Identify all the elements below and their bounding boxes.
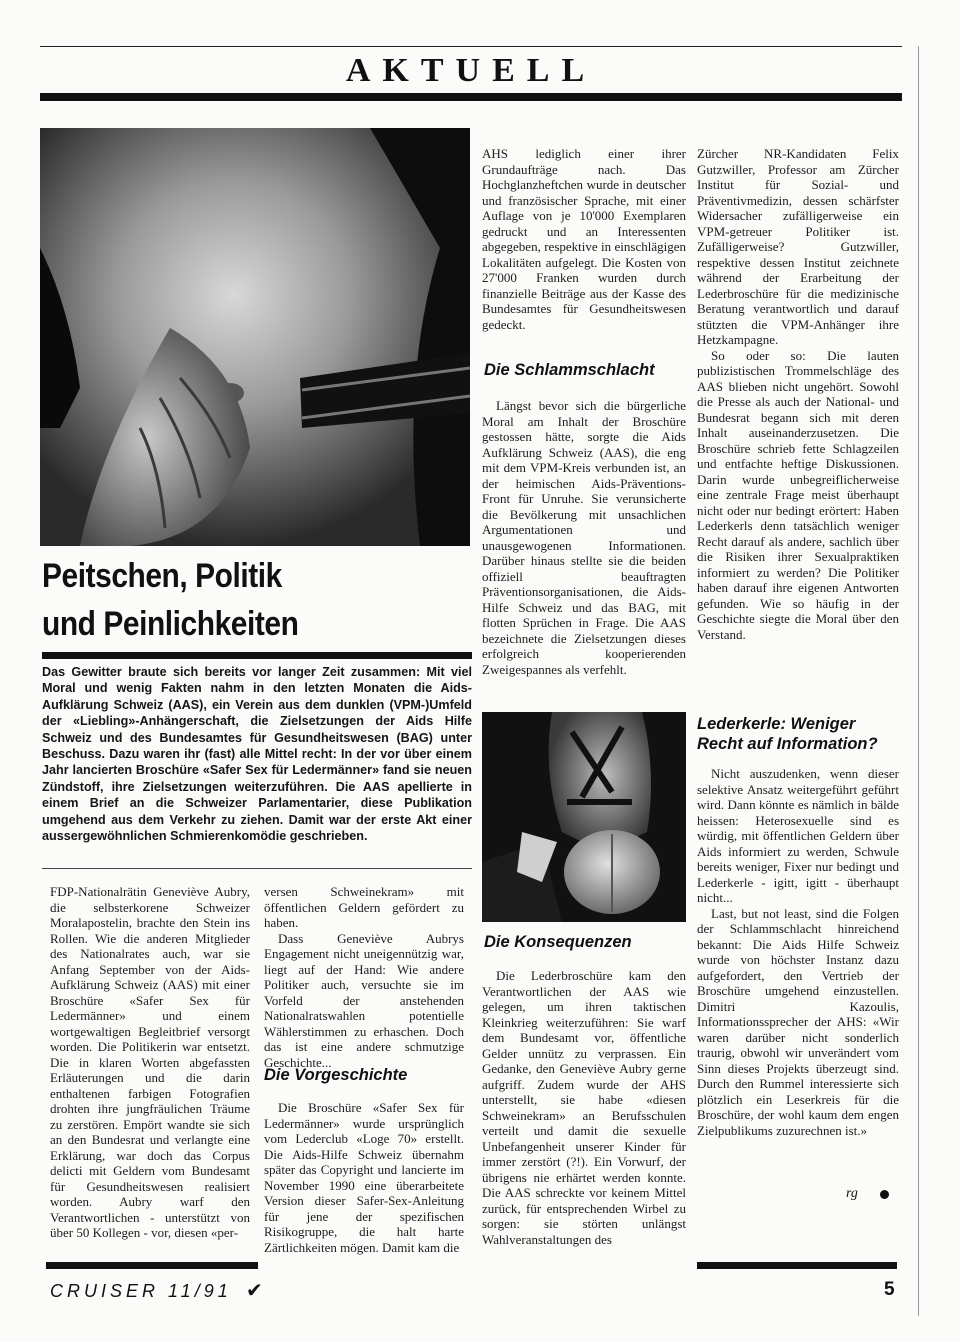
second-photo	[482, 712, 686, 922]
column-4-top	[697, 146, 899, 642]
bottom-rule-right	[697, 1262, 897, 1269]
column-2-para-3: Die Broschüre «Safer Sex für Ledermänner» wurde ursprünglich vom Lederclub «Loge 70» erstellt. Die Aids-Hilfe Schweiz übernahm später das Copyright und lancierte im November 1990 eine überarbeitete Version dieser Safer-Sex-Anleitung für jene der spezifischen Risikogruppe, die halt harte Zärtlichkeiten mögen. Damit kam die	[264, 1100, 464, 1255]
page-number: 5	[884, 1279, 895, 1300]
column-2-para-2: Dass Geneviève Aubrys Engagement nicht uneigennützig war, liegt auf der Hand: Wie andere Politiker auch, versuchte sie im Vorfeld der anstehenden Nationalratswahlen potentielle Wählerstimmen zu erhaschen. Doch das ist eine andere schmutzige Geschichte...	[264, 930, 464, 1070]
column-3-para-3: Die Lederbroschüre kam den Verantwortlichen der AAS wie gelegen, um ihren taktischen Kleinkrieg weiterzuführen: Sie warf dem Bundesamt vor, öffentliche Gelder unnütz zu verprassen. Ein Gedanke, den Geneviève Aubry gerne aufgriff. Zudem wurde der AHS unterstellt, sie habe «diesen Schweinekram» an Berufsschulen verteilt und damit die sexuelle Unbefangenheit unserer Kinder für immer zerstört (?!). Ein Vorwurf, der übrigens nie erhärtet werden konnte. Die AAS schreckte vor keinem Mittel zurück, für entsprechenden Wirbel zu sorgen: sie störten unlängst Wahlveranstaltungen des	[482, 968, 686, 1247]
column-3-top	[482, 146, 686, 332]
column-4-para-3: Nicht auszudenken, wenn dieser selektive Ansatz weitergeführt geführt wird. Dann könnte es nämlich in bälde heissen: Heterosexuelle sind es würdig, mit öffentlichen Geldern über Aids informiert zu werden, Schwule bereits weniger, Fixer nur bedingt und Lederkerle - igitt, igitt - überhaupt nicht...	[697, 766, 899, 905]
column-3-middle	[482, 398, 686, 677]
column-1-text: FDP-Nationalrätin Geneviève Aubry, die selbsterkorene Schweizer Moralapostelin, brachte den Stein ins Rollen. Wie die anderen Mitglieder des Nationalrates auch, war sie Anfang September von der Aids-Aufklärung Schweiz (AAS) mit einer Broschüre «Safer Sex für Ledermänner» und einem wortgewaltigen Begleitbrief versorgt worden. Die Politikerin war entsetzt. Die in klaren Worten abgefassten Erläuterungen und die darin enthaltenen farbigen Fotografien drohten ihre jungfräulichen Träume zu zerstören. Empört wandte sie sich an den Bundesrat und verlangte eine Erklärung, war doch das Corpus delicti mit Geldern vom Bundesamt für Gesundheitswesen realisiert worden. Aubry warf den Verantwortlichen - unterstützt von über 50 Kollegen - vor, diesen «per-	[50, 884, 250, 1240]
lead-paragraph: Das Gewitter braute sich bereits vor langer Zeit zusammen: Mit viel Moral und wenig Fakten nahm in den letzten Monaten die Aids-Aufklärung Schweiz (AAS), ein Verein aus dem dunklen (VPM-)Umfeld der «Liebling»-Anhängerschaft, die Zielsetzungen der Aids Hilfe Schweiz und des Bundesamtes für Gesundheitswesen (BAG) unter Beschuss. Dazu waren ihr (fast) alle Mittel recht: In der vor über einem Jahr lancierten Broschüre «Safer Sex für Ledermänner» fand sie neuen Zündstoff, ihre Zielsetzungen weiterzuführen. Die AAS apellierte in einem Brief an die Schweizer Parlamentarier, diese Publikation umgehend aus dem Verkehr zu ziehen. Damit war der erste Akt einer aussergewöhnlichen Schmierenkomödie geschrieben.	[42, 665, 472, 844]
main-photo	[40, 128, 470, 546]
bottom-rule-left	[46, 1262, 258, 1269]
column-2-top	[264, 884, 464, 1070]
column-4-para-1: Zürcher NR-Kandidaten Felix Gutzwiller, Professor am Zürcher Institut für Sozial- und Präventivmedizin, dessen schärfster Widersacher zufälligerweise ein VPM-getreuer Politiker ist. Zufälligerweise? Gutzwiller, respektive dessen Institut zeichnete während der Erarbeitung der Lederbroschüre für die medizinische Beratung verantwortlich und darauf stützten die VPM-Anhänger ihre Hetzkampagne.	[697, 146, 899, 347]
column-3-para-1: AHS lediglich einer ihrer Grundaufträge nach. Das Hochglanzheftchen wurde in deutscher und französischer Sprache, mit einer Auflage von je 10'000 Exemplaren gedruckt und an Interessenten abgegeben, respektive in einschlägigen Lokalitäten aufgelegt. Die Kosten von 27'000 Franken wurden durch finanzielle Beiträge aus der Kasse des Bundesamtes für Gesundheitswesen gedeckt.	[482, 146, 686, 332]
lead-bottom-rule	[42, 868, 472, 869]
footer-magazine: CRUISER 11/91	[50, 1281, 232, 1301]
column-1	[50, 884, 250, 1241]
column-4-para-4: Last, but not least, sind die Folgen der Schlammschlacht hinreichend bekannt: Die Aids Hilfe Schweiz wurde von höchster Instanz dazu aufgefordert, den Vertrieb der Broschüre umgehend einzustellen. Dimitri Kazoulis, Informationssprecher der AHS: «Wir waren darüber nicht sonderlich traurig, obwohl wir unverändert vom Sinn dieses Projekts überzeugt sind. Durch den Rummel interessierte sich plötzlich ein Leserkreis für die Broschüre, der wohl kaum dem engen Zielpublikums zuzurechnen ist.»	[697, 905, 899, 1138]
author-signature: rg	[846, 1186, 858, 1201]
subhead-konsequenzen: Die Konsequenzen	[484, 933, 632, 951]
headline	[42, 552, 420, 648]
column-3-para-2: Längst bevor sich die bürgerliche Moral am Inhalt der Broschüre gestossen hätte, sorgte die Aids Aufklärung Schweiz (AAS), die eng mit dem VPM-Kreis verbunden ist, an der heimischen Aids-Präventions-Front für Unruhe. Sie verunsicherte die Bevölkerung mit unsachlichen Argumentationen und unausgewogenen Informationen. Darüber hinaus stellte sie die beiden offiziell beauftragten Präventionsorganisationen, die Aids-Hilfe Schweiz und das BAG, mit flotten Sprüchen in Frage. Die AAS bezeichnete die Zielsetzungen dieses erfolgreich kooperierenden Zweigespannes als verfehlt.	[482, 398, 686, 677]
column-4-para-2: So oder so: Die lauten publizistischen Trommelschläge des AAS blieben nicht ungehört. Sowohl die Presse als auch der National- und Bundesrat begann sich mit deren Inhalt auseinanderzusetzen. Die Broschüre schrieb fette Schlagzeilen und entfachte heftige Diskussionen. Darin wurde unbegreiflicherweise eine zentrale Frage meist überhaupt nicht oder nur bedingt erörtert: Haben Lederkerls denn tatsächlich weniger Recht darauf als andere, sachlich über die Risiken ihrer Sexualpraktiken informiert zu werden? Die Politiker haben darauf ihre eigenen Antworten gefunden. Wie so häufig in der Geschichte siegte die Moral über den Verstand.	[697, 347, 899, 642]
checkmark-icon: ✔	[246, 1278, 263, 1302]
lead-rule	[42, 652, 472, 659]
column-2-bottom	[264, 1100, 464, 1255]
column-4-bottom	[697, 766, 899, 1138]
column-2-para-1: versen Schweinekram» mit öffentlichen Geldern gefördert zu haben.	[264, 884, 464, 930]
masthead-rule	[40, 93, 902, 101]
subhead-vorgeschichte: Die Vorgeschichte	[264, 1066, 408, 1084]
headline-line-2: und Peinlichkeiten	[42, 605, 299, 643]
headline-line-1: Peitschen, Politik	[42, 557, 282, 595]
column-3-bottom	[482, 968, 686, 1247]
subhead-lederkerle: Lederkerle: Weniger Recht auf Information?	[697, 715, 878, 753]
top-rule	[40, 46, 902, 47]
section-title: AKTUELL	[345, 52, 597, 89]
margin-line	[918, 46, 919, 1316]
subhead-schlammschlacht: Die Schlammschlacht	[484, 361, 655, 379]
end-mark	[880, 1190, 889, 1199]
